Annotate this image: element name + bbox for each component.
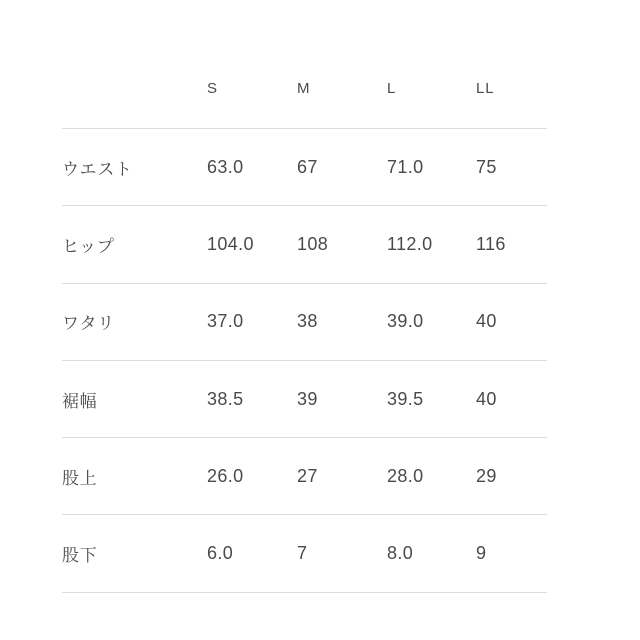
size-value-cell: 38.5 (207, 388, 244, 409)
row-label-rise: 股上 (62, 468, 98, 488)
size-value-cell: 27 (297, 465, 318, 486)
size-value-cell: 67 (297, 156, 318, 177)
size-value-cell: 104.0 (207, 233, 254, 254)
size-value-cell: 116 (476, 233, 506, 254)
row-label-waist: ウエスト (62, 159, 133, 179)
size-value-cell: 112.0 (387, 233, 433, 254)
column-header-m: M (297, 79, 311, 97)
size-value-cell: 29 (476, 465, 497, 486)
size-value-cell: 26.0 (207, 465, 244, 486)
size-value-cell: 39.0 (387, 311, 424, 332)
size-value-cell: 75 (476, 156, 497, 177)
size-value-cell: 37.0 (207, 311, 244, 332)
table-row-rise (62, 437, 547, 514)
row-label-thigh: ワタリ (62, 314, 115, 334)
row-label-hem-width: 裾幅 (62, 391, 98, 411)
size-value-cell: 108 (297, 233, 329, 254)
table-row-waist (62, 128, 547, 205)
column-header-ll: LL (476, 79, 495, 97)
size-value-cell: 71.0 (387, 156, 424, 177)
size-table-header-row (62, 48, 547, 128)
size-value-cell: 63.0 (207, 156, 244, 177)
row-label-inseam: 股下 (62, 546, 98, 566)
column-header-s: S (207, 79, 218, 97)
size-value-cell: 28.0 (387, 465, 424, 486)
column-header-l: L (387, 79, 397, 97)
size-value-cell: 7 (297, 543, 308, 564)
table-row-thigh (62, 283, 547, 360)
table-row-inseam (62, 514, 547, 592)
size-value-cell: 38 (297, 311, 318, 332)
size-value-cell: 39.5 (387, 388, 424, 409)
size-value-cell: 6.0 (207, 543, 234, 564)
size-value-cell: 8.0 (387, 543, 414, 564)
size-value-cell: 39 (297, 388, 318, 409)
size-table (62, 0, 547, 593)
size-value-cell: 40 (476, 388, 497, 409)
table-row-hem-width (62, 360, 547, 437)
table-row-hip (62, 205, 547, 282)
row-label-hip: ヒップ (62, 236, 115, 256)
size-value-cell: 9 (476, 543, 487, 564)
size-value-cell: 40 (476, 311, 497, 332)
